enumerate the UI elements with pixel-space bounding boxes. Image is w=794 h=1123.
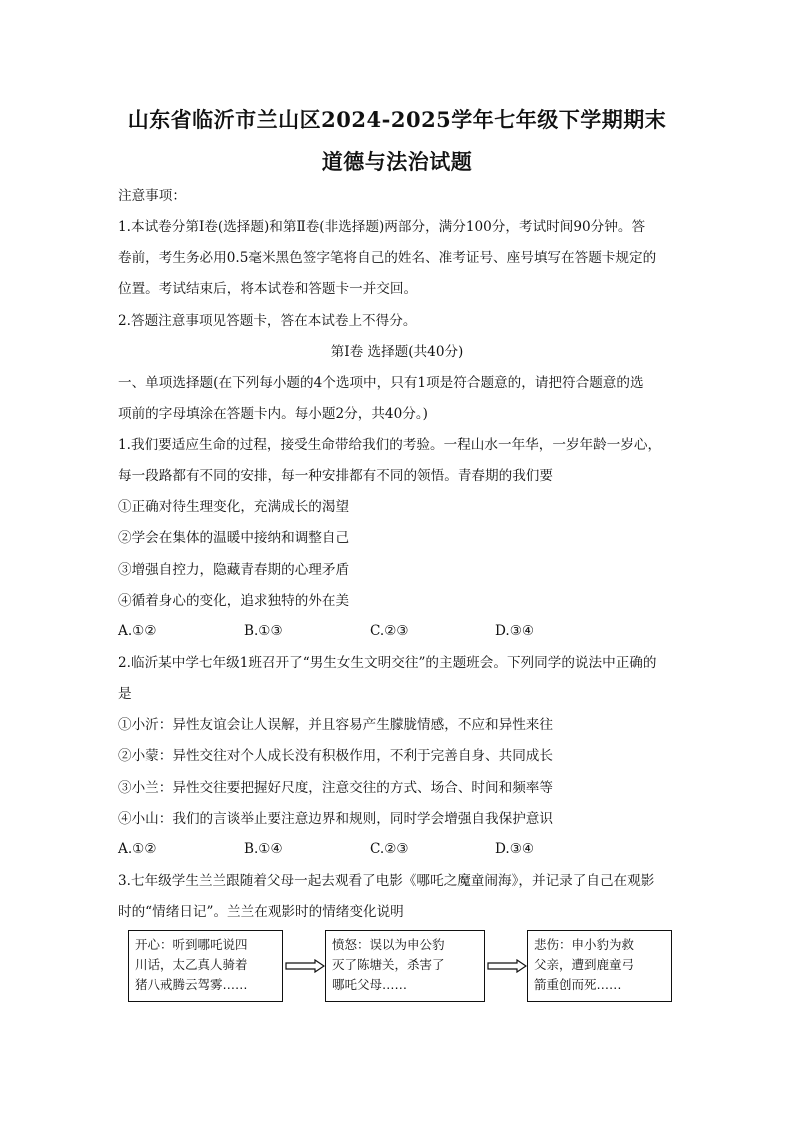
q1-option-a: A.①②	[118, 623, 157, 639]
q1-item: ②学会在集体的温暖中接纳和调整自己	[118, 530, 350, 546]
q1-options	[118, 623, 678, 641]
notes-line: 1.本试卷分第Ⅰ卷(选择题)和第Ⅱ卷(非选择题)两部分，满分100分，考试时间90分钟。答	[118, 219, 646, 235]
q2-item: ③小兰：异性交往要把握好尺度，注意交往的方式、场合、时间和频率等	[118, 780, 553, 796]
emotion-flow-diagram	[120, 930, 680, 1006]
q2-item: ①小沂：异性友谊会让人误解，并且容易产生朦胧情感，不应和异性来往	[118, 717, 553, 733]
arrow-right-icon	[487, 959, 527, 973]
q2-option-c: C.②③	[370, 841, 409, 857]
exam-subtitle: 道德与法治试题	[321, 149, 473, 174]
emotion-box-line: 父亲，遭到鹿童弓	[534, 957, 635, 972]
q1-stem: 每一段路都有不同的安排，每一种安排都有不同的领悟。青春期的我们要	[118, 468, 553, 484]
q2-options	[118, 841, 678, 859]
emotion-box-line: 哪吒父母……	[332, 977, 408, 992]
q2-option-d: D.③④	[495, 841, 535, 857]
q3-stem: 3.七年级学生兰兰跟随着父母一起去观看了电影《哪吒之魔童闹海》，并记录了自己在观影	[118, 873, 655, 889]
emotion-box-happy	[128, 930, 283, 1002]
section-instructions: 项前的字母填涂在答题卡内。每小题2分，共40分。)	[118, 406, 428, 422]
q1-item: ①正确对待生理变化，充满成长的渴望	[118, 499, 350, 515]
notes-heading: 注意事项：	[118, 188, 186, 204]
q3-stem: 时的“情绪日记”。兰兰在观影时的情绪变化说明	[118, 904, 404, 920]
arrow-right-icon	[285, 959, 325, 973]
emotion-box-sad	[527, 930, 672, 1002]
emotion-box-line: 灭了陈塘关，杀害了	[332, 957, 445, 972]
q2-stem: 是	[118, 686, 132, 702]
q2-stem: 2.临沂某中学七年级1班召开了“男生女生文明交往”的主题班会。下列同学的说法中正确的	[118, 655, 657, 671]
notes-line: 2.答题注意事项见答题卡，答在本试卷上不得分。	[118, 313, 417, 329]
q1-item: ③增强自控力，隐藏青春期的心理矛盾	[118, 562, 350, 578]
q1-item: ④循着身心的变化，追求独特的外在美	[118, 593, 350, 609]
emotion-box-angry	[325, 930, 485, 1002]
section-heading: 第Ⅰ卷 选择题(共40分)	[330, 344, 464, 360]
emotion-box-line: 愤怒：误以为申公豹	[332, 937, 445, 952]
q2-option-b: B.①④	[244, 841, 283, 857]
emotion-box-line: 悲伤：申小豹为救	[534, 937, 635, 952]
q1-stem: 1.我们要适应生命的过程，接受生命带给我们的考验。一程山水一年华，一岁年龄一岁心，	[118, 437, 662, 453]
q2-item: ④小山：我们的言谈举止要注意边界和规则，同时学会增强自我保护意识	[118, 811, 553, 827]
q1-option-b: B.①③	[244, 623, 283, 639]
exam-title: 山东省临沂市兰山区2024-2025学年七年级下学期期末	[127, 107, 667, 132]
q1-option-c: C.②③	[370, 623, 409, 639]
emotion-box-line: 箭重创而死……	[534, 977, 622, 992]
emotion-box-line: 川话，太乙真人骑着	[135, 957, 248, 972]
q1-option-d: D.③④	[495, 623, 535, 639]
notes-line: 位置。考试结束后，将本试卷和答题卡一并交回。	[118, 281, 418, 297]
emotion-box-line: 开心：听到哪吒说四	[135, 937, 248, 952]
q2-item: ②小蒙：异性交往对个人成长没有积极作用，不利于完善自身、共同成长	[118, 748, 553, 764]
emotion-box-line: 猪八戒腾云驾雾……	[135, 977, 248, 992]
section-instructions: 一、单项选择题(在下列每小题的4个选项中，只有1项是符合题意的，请把符合题意的选	[118, 375, 644, 391]
q2-option-a: A.①②	[118, 841, 157, 857]
notes-line: 卷前，考生务必用0.5毫米黑色签字笔将自己的姓名、准考证号、座号填写在答题卡规定的	[118, 250, 657, 266]
